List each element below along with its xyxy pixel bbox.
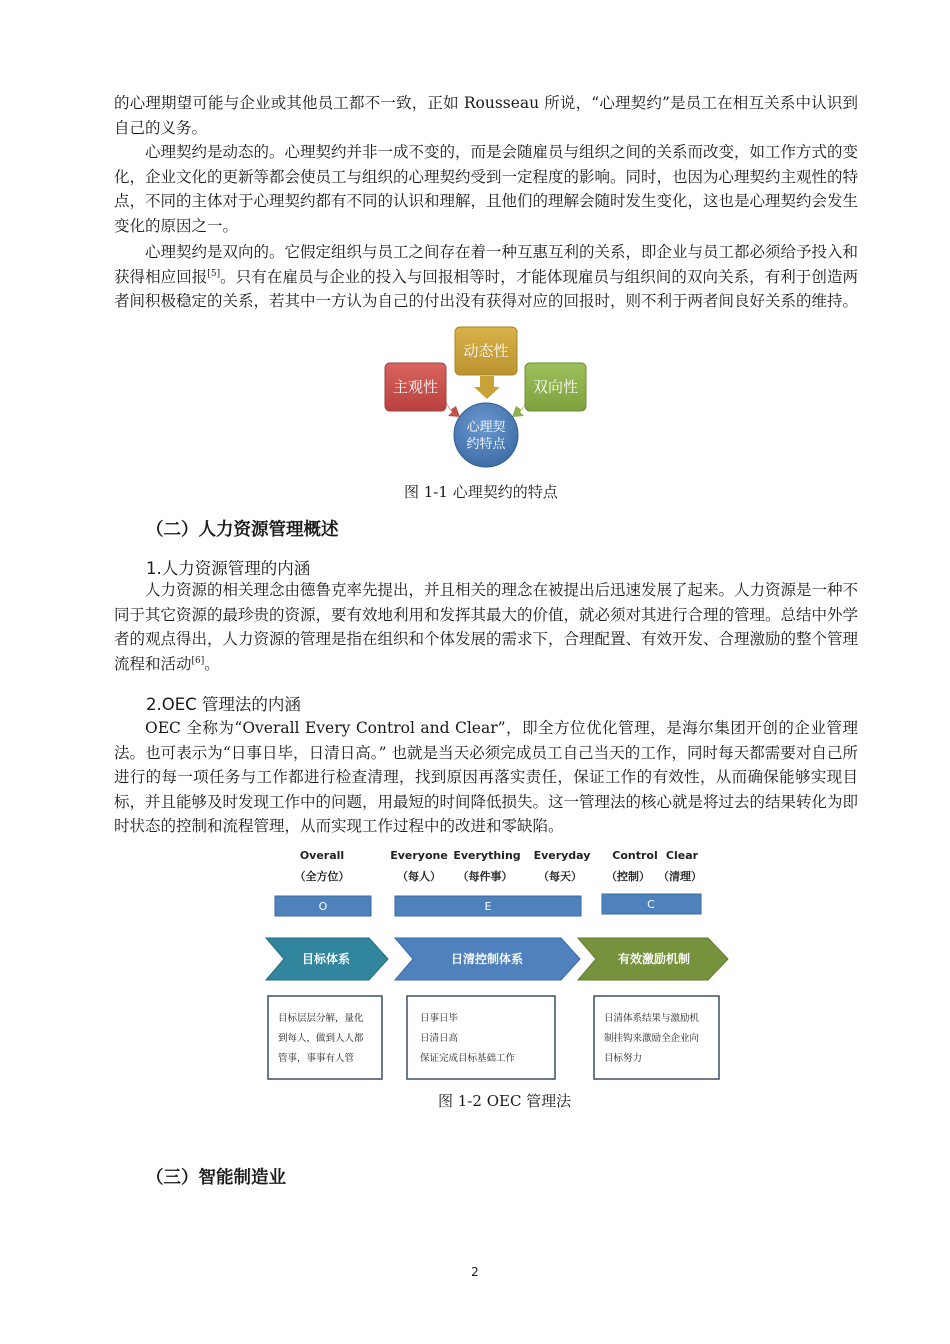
subheading-1: 1.人力资源管理的内涵 [146, 559, 311, 578]
figure-1-caption: 图 1-1 心理契约的特点 [404, 483, 558, 501]
center-circle [454, 403, 518, 467]
letter-c: C [647, 898, 655, 911]
chevron-daily-label: 日清控制体系 [450, 952, 524, 966]
paragraph-2: 心理契约是动态的。心理契约并非一成不变的，而是会随雇员与组织之间的关系而改变，如工作方式的变化，企业文化的更新等都会使员工与组织的心理契约受到一定程度的影响。同时，也因为心理契约主观性的特点，不同的主体对于心理契约都有不同的认识和理解，且他们的理解会随时发生变化，这也是心理契约会发生变化的原因之一。 [114, 143, 859, 235]
header-everything: Everything [453, 849, 521, 862]
desc-box-daily [407, 996, 555, 1079]
section-heading-3: （三）智能制造业 [146, 1168, 286, 1188]
paragraph-4-text-b: 。 [204, 654, 220, 673]
box-bidirectional [525, 363, 586, 411]
chevron-daily-control [395, 938, 580, 980]
header-everyone: Everyone [390, 849, 448, 862]
citation-5: [5] [207, 268, 221, 279]
header-cn-overall: （全方位） [294, 870, 350, 883]
figure-2-diagram [262, 840, 732, 1085]
box-subjective-label: 主观性 [392, 378, 439, 396]
letter-bar-c [602, 894, 701, 914]
box-dynamic [455, 327, 517, 375]
paragraph-1: 的心理期望可能与企业或其他员工都不一致，正如 Rousseau 所说，“心理契约”是员工在相互关系中认识到自己的义务。 [114, 94, 858, 137]
letter-o: O [318, 900, 328, 913]
header-cn-clear: （清理） [658, 870, 702, 883]
desc-goal-line-2: 到每人，做到人人都 [278, 1033, 364, 1044]
paragraph-3 [114, 240, 858, 314]
box-dynamic-label: 动态性 [463, 342, 509, 360]
desc-box-goal [268, 996, 382, 1079]
letter-e: E [484, 900, 492, 913]
figure-2-caption: 图 1-2 OEC 管理法 [438, 1092, 572, 1110]
citation-6: [6] [191, 655, 205, 666]
desc-box-incentive [594, 996, 719, 1079]
arrow-down [474, 376, 500, 399]
box-subjective [385, 363, 446, 411]
desc-incentive-line-2: 制挂钩来激励全企业向 [604, 1033, 700, 1044]
subheading-2: 2.OEC 管理法的内涵 [146, 695, 301, 714]
paragraph-4 [114, 578, 858, 676]
header-cn-everyone: （每人） [397, 870, 441, 883]
section-heading-2: （二）人力资源管理概述 [146, 520, 339, 540]
chevron-goal-label: 目标体系 [301, 952, 351, 966]
header-everyday: Everyday [533, 849, 591, 862]
center-line-1: 心理契 [466, 420, 506, 435]
page-number: 2 [471, 1265, 479, 1279]
letter-bar-o [275, 896, 371, 916]
paragraph-3-text-b: 。只有在雇员与企业的投入与回报相等时，才能体现雇员与组织间的双向关系，有利于创造两者间积极稳定的关系，若其中一方认为自己的付出没有获得对应的回报时，则不利于两者间良好关系的维持。 [114, 267, 859, 311]
header-cn-everyday: （每天） [538, 870, 582, 883]
header-cn-control: （控制） [606, 870, 650, 883]
paragraph-5: OEC 全称为“Overall Every Control and Clear”，即全方位优化管理，是海尔集团开创的企业管理法。也可表示为“日事日毕，日清日高。” 也就是当天必须完成员工自己当天的工作，同时每天都需要对自己所进行的每一项任务与工作都进行检查清理，找到原因再落实责任，保证工作的有效性，从而确保能够实现目标，并且能够及时发现工作中的问题，用最短的时间降低损失。这一管理法的核心就是将过去的结果转化为即时状态的控制和流程管理，从而实现工作过程中的改进和零缺陷。 [114, 719, 859, 836]
desc-goal-line-1: 目标层层分解，量化 [278, 1013, 364, 1024]
desc-daily-line-3: 保证完成目标基础工作 [420, 1053, 516, 1064]
header-overall: Overall [299, 849, 345, 862]
center-line-2: 约特点 [466, 437, 506, 452]
desc-incentive-line-1: 日清体系结果与激励机 [604, 1013, 700, 1024]
desc-daily-line-1: 日事日毕 [420, 1013, 459, 1024]
box-bidirectional-label: 双向性 [532, 378, 579, 396]
chevron-goal-system [266, 938, 388, 980]
chevron-incentive [578, 938, 728, 980]
header-control: Control [612, 849, 658, 862]
desc-incentive-line-3: 目标努力 [604, 1053, 643, 1064]
header-clear: Clear [665, 849, 699, 862]
header-cn-everything: （每件事） [457, 870, 513, 883]
paragraph-3-text-a: 心理契约是双向的。它假定组织与员工之间存在着一种互惠互利的关系，即企业与员工都必须给予投入和获得相应回报 [114, 243, 859, 286]
letter-bar-e [395, 896, 581, 916]
figure-1-diagram [380, 325, 595, 475]
paragraph-4-text-a: 人力资源的相关理念由德鲁克率先提出，并且相关的理念在被提出后迅速发展了起来。人力资源是一种不同于其它资源的最珍贵的资源，要有效地利用和发挥其最大的价值，就必须对其进行合理的管理。总结中外学者的观点得出，人力资源的管理是指在组织和个体发展的需求下，合理配置、有效开发、合理激励的整个管理流程和活动 [114, 581, 859, 673]
desc-daily-line-2: 日清日高 [420, 1033, 459, 1044]
chevron-incentive-label: 有效激励机制 [617, 952, 691, 966]
desc-goal-line-3: 管事，事事有人管 [278, 1053, 355, 1064]
